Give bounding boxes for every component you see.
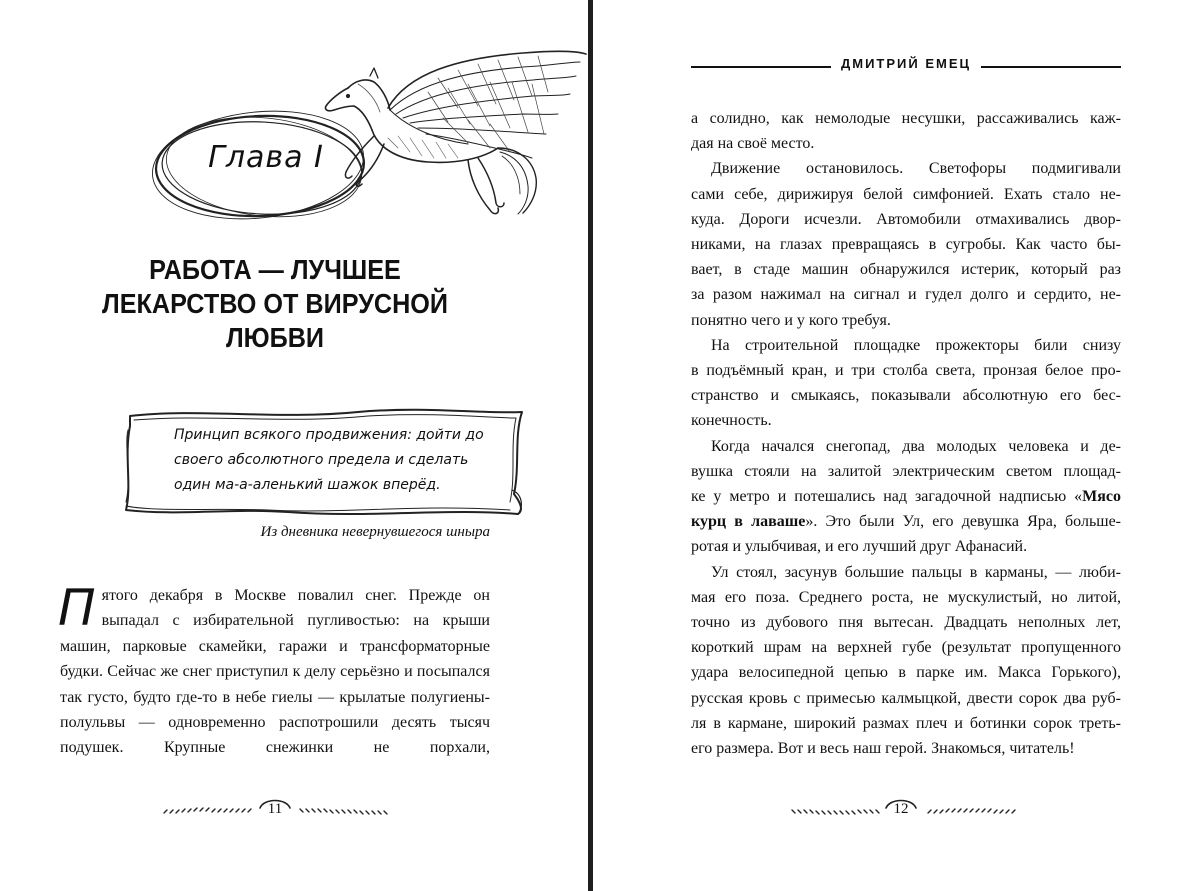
text-line	[691, 509, 1121, 534]
paragraph	[691, 156, 1121, 332]
text-line: ля в кармане, широкий размах плеч и ботинки сорок треть-	[691, 714, 1121, 732]
epigraph-text: Принцип всякого продвижения: дойти до своего абсолютного предела и сделать один ма-а-аленький шажок вперёд.	[174, 427, 484, 493]
paragraph	[691, 333, 1121, 434]
text-line: сами себе, дирижируя белой симфонией. Ехать стало не-	[691, 185, 1121, 203]
sign-text-bold: курц в лаваше	[691, 513, 806, 531]
paragraph	[691, 434, 1121, 560]
text-line: его размера. Вот и весь наш герой. Знакомься, читатель!	[691, 740, 1075, 758]
right-page	[593, 0, 1181, 891]
sign-text-bold: Мясо	[1082, 488, 1121, 506]
text-line: короткий шрам на верхней губе (результат пропущенного	[691, 639, 1121, 657]
text-line: никами, на глазах превращаясь в сугробы. Как часто бы-	[691, 236, 1121, 254]
chapter-title: РАБОТА — ЛУЧШЕЕ ЛЕКАРСТВО ОТ ВИРУСНОЙ ЛЮБВИ	[102, 254, 448, 353]
text-line: куда. Дороги исчезли. Автомобили отмахивались двор-	[691, 210, 1121, 228]
author-name: ДМИТРИЙ ЕМЕЦ	[840, 56, 971, 71]
paragraph	[691, 560, 1121, 762]
page-number-right: 12	[893, 801, 909, 817]
text-line: мая его поза. Среднего роста, не мускулистый, но литой,	[691, 588, 1121, 606]
text-segment: ке у метро и потешались над загадочной надписью «	[691, 488, 1083, 506]
paragraph	[691, 106, 1121, 156]
running-head-rule-left	[691, 66, 831, 68]
chapter-label: Глава I	[208, 140, 324, 175]
body-text-right	[691, 106, 1121, 761]
text-line: русская кровь с примесью калмыцкой, двести сорок два руб-	[691, 689, 1121, 707]
left-page	[0, 0, 588, 891]
text-line: точно из дубового пня вытесан. Двадцать неполных лет,	[691, 614, 1121, 632]
running-head	[691, 56, 1121, 76]
text-line: Движение остановилось. Светофоры подмигивали	[711, 160, 1121, 178]
running-head-rule-right	[981, 66, 1121, 68]
drop-cap: П	[58, 579, 96, 637]
page-number-left: 11	[267, 801, 283, 817]
text-line: вает, в стаде машин обнаружился истерик, который раз	[691, 261, 1121, 279]
text-line: удара велосипедной цепью в парке им. Макса Горького),	[691, 664, 1121, 682]
body-text-left	[58, 579, 490, 761]
text-line: а солидно, как немолодые несушки, рассаживались каж-	[691, 110, 1121, 127]
text-line: дая на своё место.	[691, 135, 815, 153]
text-line: понятно чего и у кого требуя.	[691, 311, 891, 329]
epigraph-source: Из дневника невернувшегося шныра	[260, 524, 490, 540]
text-line: вушка стояли на залитой электрическим светом площад-	[691, 462, 1121, 480]
text-line: за разом нажимал на сигнал и гудел долго и сердито, не-	[691, 286, 1121, 304]
text-line	[691, 484, 1121, 509]
text-segment: ». Это были Ул, его девушка Яра, больше-	[805, 513, 1121, 531]
text-line: конечность.	[691, 412, 772, 430]
footer-right	[786, 796, 1026, 826]
footer-left	[158, 796, 398, 826]
text-line: в подъёмный кран, и три столба света, пронзая белое про-	[691, 362, 1121, 380]
text-line: ротая и улыбчивая, и его лучший друг Афанасий.	[691, 538, 1028, 556]
text-line: странство и смыкаясь, показывали абсолютную его бес-	[691, 387, 1121, 405]
body-text-left-content: ятого декабря в Москве повалил снег. Прежде он выпадал с избирательной пугливостью: на крыши машин, парковые скамейки, гаражи и трансформаторные будки. Сейчас же снег приступил к делу серьёзно и посыпался так густо, будто где-то в небе гиелы — крылатые полугиены-полульвы — одновременно распотрошили десять тысяч подушек. Крупные снежинки не порхали,	[60, 587, 490, 757]
text-line: Ул стоял, засунув большие пальцы в карманы, — люби-	[711, 563, 1121, 581]
text-line: На строительной площадке прожекторы били снизу	[711, 336, 1121, 354]
text-line: Когда начался снегопад, два молодых человека и де-	[711, 437, 1121, 455]
